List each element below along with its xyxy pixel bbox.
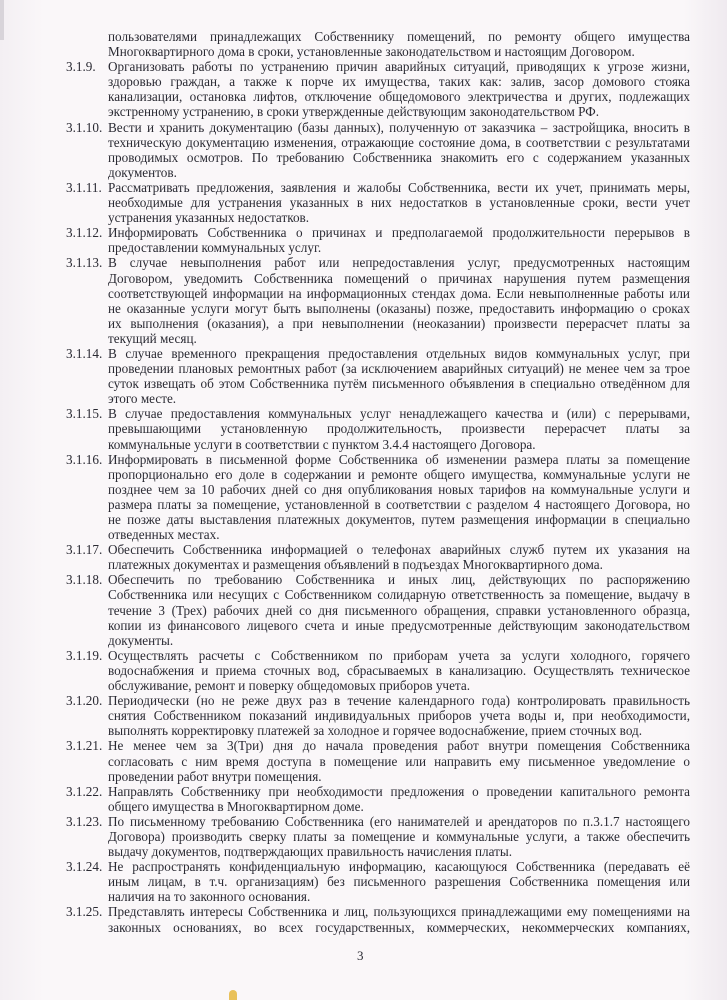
clause-text-line: Осуществлять расчеты с Собственником по приборам учета за услуги холодного, горячего <box>108 647 690 663</box>
clause-text-line: выполнять корректировку платежей за холодное и горячее водоснабжение, прием сточных вод. <box>108 723 643 739</box>
binder-mark <box>229 990 237 1000</box>
clause-number: 3.1.13. <box>66 255 103 271</box>
clause-text-line: отведенных местах. <box>108 527 220 543</box>
clause-text-line: общего имущества в Многоквартирном доме. <box>108 798 364 814</box>
clause-number: 3.1.14. <box>66 345 103 361</box>
clause-item <box>66 859 690 904</box>
clause-item <box>66 59 690 119</box>
clause-text-line: Информировать в письменной форме Собственника об изменении размера платы за помещение <box>108 451 690 467</box>
clause-text-line: соответствующей информации на информационных стендах дома. Если невыполненные работы или <box>108 285 690 301</box>
clause-text-line: пропорционально его доле в содержании и ремонте общего имущества, коммунальные услуги не <box>108 466 690 482</box>
page-number: 3 <box>357 948 364 963</box>
clause-text-line: Собственника или несущих с Собственником солидарную ответственность за помещение, выдачу в <box>108 587 690 603</box>
continued-paragraph <box>66 29 690 59</box>
clause-item <box>66 738 690 783</box>
clause-item <box>66 406 690 451</box>
clause-number: 3.1.9. <box>66 59 96 75</box>
clause-text-line: течение 3 (Трех) рабочих дней со дня письменного обращения, справки установленного образца, <box>108 602 690 618</box>
clause-text-line: проведении работ внутри помещения. <box>108 768 322 784</box>
clause-text-line: Обеспечить Собственника информацией о телефонах аварийных служб путем их указания на <box>108 542 690 558</box>
clause-text-line: водоснабжения и приема сточных вод, сбрасываемых в канализацию. Осуществлять техническое <box>108 662 690 678</box>
clause-number: 3.1.18. <box>66 572 103 588</box>
clause-number: 3.1.25. <box>66 904 103 920</box>
clause-item <box>66 255 690 346</box>
clause-number: 3.1.17. <box>66 542 103 558</box>
clause-text-line: обслуживание, ремонт и поверку общедомовых приборов учета. <box>108 678 470 694</box>
clause-text-line: проводимых осмотров. По требованию Собственника знакомить его с содержанием указанных <box>108 149 690 165</box>
clause-text-line: Договором, уведомить Собственника помещений о причинах нарушения путем размещения <box>108 270 690 286</box>
clause-text-line: размера платы за помещение, установленной в соответствии с разделом 4 настоящего Договора, но <box>108 496 690 512</box>
clause-text-line: Представлять интересы Собственника и лиц, пользующихся принадлежащими ему помещениями на <box>108 904 690 920</box>
clause-text-line: платежных документах и размещения объявлений в подъездах Многоквартирного дома. <box>108 557 603 573</box>
clause-item <box>66 648 690 693</box>
clause-text-line: иным лицам, в т.ч. организациям) без письменного разрешения Собственника помещения или <box>108 874 690 890</box>
clause-number: 3.1.23. <box>66 813 103 829</box>
clause-text-line: В случае временного прекращения предоставления отдельных видов коммунальных услуг, при <box>108 345 690 361</box>
clause-item <box>66 572 690 647</box>
clause-text-line: не оказанные услуги могут быть выполнены (оказаны) позже, предоставить информацию о сроках <box>108 300 690 316</box>
clause-item <box>66 346 690 406</box>
clause-text-line: согласовать с ним время доступа в помещение или направить ему письменное уведомление о <box>108 753 690 769</box>
clause-text-line: Периодически (но не реже двух раз в течение календарного года) контролировать правильность <box>108 693 690 709</box>
clause-text-line: текущий месяц. <box>108 330 197 346</box>
clause-text-line: В случае предоставления коммунальных услуг ненадлежащего качества и (или) с перерывами, <box>108 406 690 422</box>
clause-text-line: Направлять Собственнику при необходимости предложения о проведении капитального ремонта <box>108 783 690 799</box>
clause-text-line: Не менее чем за 3(Три) дня до начала проведения работ внутри помещения Собственника <box>108 738 690 754</box>
clause-text-line: Договора) производить сверку платы за помещение и коммунальные услуги, а также обеспечить <box>108 828 690 844</box>
document-body <box>66 29 690 935</box>
clause-number: 3.1.12. <box>66 225 103 241</box>
clause-number: 3.1.21. <box>66 738 103 754</box>
clause-item <box>66 814 690 859</box>
clause-number: 3.1.10. <box>66 119 103 135</box>
clause-item <box>66 693 690 738</box>
clause-text-line: Не распространять конфиденциальную информацию, касающуюся Собственника (передавать её <box>108 859 690 875</box>
clause-text-line: не позже даты выставления платежных документов, путем размещения информации в специально <box>108 512 690 527</box>
clause-text-line: проведении плановых ремонтных работ (за исключением аварийных ситуаций) не менее чем за трое <box>108 361 690 377</box>
clause-text-line: Рассматривать предложения, заявления и жалобы Собственника, вести их учет, принимать меры, <box>108 179 690 195</box>
text-line: пользователями принадлежащих Собственнику помещений, по ремонту общего имущества <box>108 29 690 44</box>
clause-text-line: копии из финансового лицевого счета и иные предусмотренные действующим законодательством <box>108 617 690 633</box>
clause-item <box>66 120 690 180</box>
clause-text-line: снятия Собственником показаний индивидуальных приборов учета воды и, при необходимости, <box>108 708 690 724</box>
clause-number: 3.1.22. <box>66 783 103 799</box>
clause-text-line: суток извещать об этом Собственника путём письменного объявления в специально отведённом для <box>108 376 690 392</box>
clause-item <box>66 904 690 934</box>
clause-text-line: Информировать Собственника о причинах и предполагаемой продолжительности перерывов в <box>108 225 690 241</box>
clause-text-line: документов. <box>108 164 177 180</box>
clause-text-line: канализации, остановка лифтов, отключение общедомового электричества и других, подлежащих <box>108 89 690 105</box>
clause-text-line: превышающими установленную продолжительность, произвести перерасчет платы за <box>108 421 690 437</box>
clause-number: 3.1.11. <box>66 179 102 195</box>
clause-text-line: их выполнения (оказания), а при невыполнении (неоказании) произвести перерасчет платы за <box>108 315 690 331</box>
clause-text-line: Вести и хранить документацию (базы данных), полученную от заказчика – застройщика, вносить в <box>108 119 690 135</box>
clause-item <box>66 542 690 572</box>
clause-text-line: Организовать работы по устранению причин аварийных ситуаций, приводящих к угрозе жизни, <box>108 59 690 75</box>
clause-text-line: предоставлении коммунальных услуг. <box>108 240 322 256</box>
clause-item <box>66 225 690 255</box>
clause-text-line: документы. <box>108 632 174 648</box>
clause-item <box>66 784 690 814</box>
scan-edge-shadow <box>0 0 4 40</box>
clause-number: 3.1.19. <box>66 647 103 663</box>
clause-text-line: По письменному требованию Собственника (его нанимателей и арендаторов по п.3.1.7 настоящего <box>108 813 690 829</box>
clause-text-line: необходимые для устранения указанных в них недостатков в установленные сроки, вести учет <box>108 195 690 211</box>
clause-text-line: позднее чем за 10 рабочих дней со дня опубликования новых тарифов на коммунальные услуги и <box>108 481 690 497</box>
clause-text-line: устранения указанных недостатков. <box>108 210 310 226</box>
clause-text-line: наличия на то законного основания. <box>108 889 311 905</box>
clause-number: 3.1.16. <box>66 451 103 467</box>
clause-number: 3.1.24. <box>66 859 103 875</box>
clause-text-line: Обеспечить по требованию Собственника и иных лиц, действующих по распоряжению <box>108 572 690 588</box>
clause-text-line: экстренному устранению, в сроки утвержденные действующим законодательством РФ. <box>108 104 599 120</box>
clause-text-line: выдачу документов, подтверждающих правильность начисления платы. <box>108 844 513 860</box>
clause-text-line: коммунальные услуги в соответствии с пунктом 3.4.4 настоящего Договора. <box>108 436 536 452</box>
clause-text-line: здоровью граждан, а также к порче их имущества, таких как: залив, засор домового стояка <box>108 74 690 90</box>
clause-text-line: этого месте. <box>108 391 177 407</box>
clause-item <box>66 180 690 225</box>
clause-text-line: В случае невыполнения работ или непредоставления услуг, предусмотренных настоящим <box>108 255 690 271</box>
clause-number: 3.1.20. <box>66 693 103 709</box>
clause-item <box>66 452 690 543</box>
text-line: Многоквартирного дома в сроки, установленные законодательством и настоящим Договором. <box>108 44 635 60</box>
clause-text-line: техническую документацию изменения, отражающие состояние дома, в соответствии с результатами <box>108 134 690 150</box>
clause-text-line: законных основаниях, во всех государственных, коммерческих, некоммерческих компаниях, <box>108 919 690 935</box>
clause-number: 3.1.15. <box>66 406 103 422</box>
